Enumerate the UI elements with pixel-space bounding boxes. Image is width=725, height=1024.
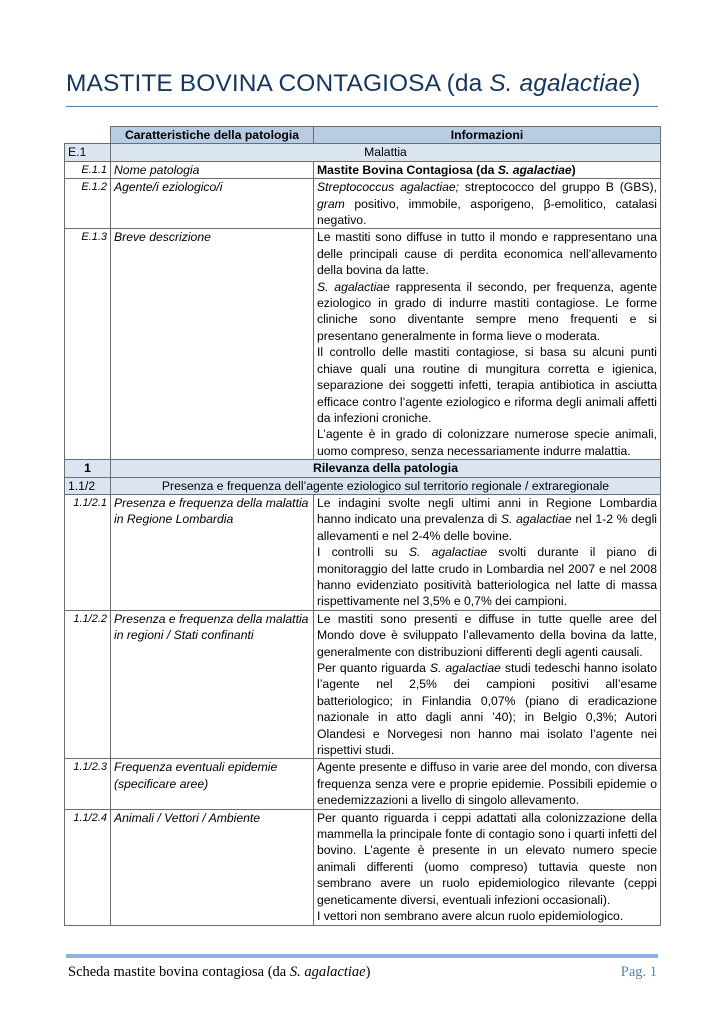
row-info [314, 161, 661, 178]
agent-desc-a: streptococco del gruppo B (GBS), [459, 180, 657, 195]
page-title [66, 70, 658, 98]
disease-species: S. agalactiae [497, 162, 572, 177]
row-label: Agente/i eziologico/i [111, 179, 314, 229]
table-row [65, 494, 661, 610]
row-label: Presenza e frequenza della malattia in Regione Lombardia [111, 494, 314, 610]
row-code: 1.1/2.1 [65, 494, 111, 610]
row-code: 1.1/2.3 [65, 759, 111, 809]
row-info [314, 610, 661, 759]
row-info [314, 179, 661, 229]
paragraph-text: studi tedeschi hanno isolato l’agente nel 2,5% dei campioni positivi all’esame batteriologico; in Finlandia 0,07% (piano di eradicazione nazionale in atto dagli anni ’40); in Belgio 0,3%; Autori Olandesi e Norvegesi non hanno mai isolato l’agente nei rispettivi studi. [317, 661, 657, 758]
paragraph-text: rappresenta il secondo, per frequenza, agente eziologico in grado di indurre mastiti contagiose. Le forme cliniche sono diventante sempre meno frequenti e si presentano generalmente in forma lieve o moderata. [317, 279, 657, 343]
section-row-1-1-2 [65, 477, 661, 494]
agent-name: Streptococcus agalactiae; [317, 180, 460, 195]
title-underline [66, 106, 658, 107]
table-row [65, 161, 661, 178]
row-code: E.1.2 [65, 179, 111, 229]
table-row [65, 179, 661, 229]
footer-species: S. agalactiae [289, 964, 366, 980]
row-info [314, 229, 661, 460]
section-title: Rilevanza della patologia [111, 460, 661, 477]
footer-text [68, 964, 370, 981]
header-blank-cell [65, 127, 111, 144]
footer-rule [66, 954, 658, 958]
row-code: 1.1/2.2 [65, 610, 111, 759]
description-paragraph: Le mastiti sono diffuse in tutto il mondo e rappresentano una delle principali cause di perdita economica nell’allevamento della bovina da latte. [317, 230, 657, 278]
info-paragraph [317, 495, 657, 544]
info-paragraph [317, 544, 657, 610]
species-italic: S. agalactiae [429, 661, 501, 675]
table-row [65, 610, 661, 759]
row-info [314, 809, 661, 925]
section-code: 1.1/2 [65, 477, 111, 494]
description-paragraph: L’agente è in grado di colonizzare numerose specie animali, uomo compreso, senza necessariamente indurre malattia. [317, 427, 657, 458]
row-code: E.1.3 [65, 229, 111, 460]
row-label: Nome patologia [111, 161, 314, 178]
header-information: Informazioni [314, 127, 661, 144]
page-number: Pag. 1 [620, 964, 657, 980]
description-paragraph: Il controllo delle mastiti contagiose, si basa su alcuni punti chiave quali una routine di mungitura corretta e igienica, separazione dei soggetti infetti, terapia antibiotica in asciutta efficace contro l’agente eziologico e riforma degli animali affetti da infezioni croniche. [317, 345, 657, 425]
species-italic: S. agalactiae [500, 512, 572, 527]
row-label: Presenza e frequenza della malattia in regioni / Stati confinanti [111, 610, 314, 759]
paragraph-text: svolti durante il piano di monitoraggio del latte crudo in Lombardia nel 2007 e nel 2008 hanno evidenziato positività batteriologica nel latte di massa rispettivamente nel 3,5% e 0,7% dei campioni. [317, 545, 657, 609]
paragraph-text: Le indagini svolte negli ultimi anni in Regione Lombardia hanno indicato una prevalenza di [317, 495, 657, 527]
info-paragraph: Per quanto riguarda i ceppi adattati alla colonizzazione della mammella la principale fonte di contagio sono i quarti infetti del bovino. L’agente è presente in un elevato numero specie animali differenti (uomo compreso) tuttavia queste non sembrano avere un ruolo epidemiologico rilevante (ceppi geneticamente diversi, eventuali infezioni occasionali). [317, 810, 657, 907]
row-info [314, 759, 661, 809]
row-label: Frequenza eventuali epidemie (specificare aree) [111, 759, 314, 809]
agent-desc-b: positivo, immobile, asporigeno, β-emolitico, catalasi negativo. [317, 196, 657, 228]
table-row [65, 759, 661, 809]
section-title: Malattia [111, 144, 661, 161]
row-label: Breve descrizione [111, 229, 314, 460]
footer-text-b: ) [365, 964, 371, 980]
row-code: E.1.1 [65, 161, 111, 178]
table-row [65, 229, 661, 460]
paragraph-text: Per quanto riguarda [317, 661, 430, 675]
info-paragraph [317, 660, 657, 758]
disease-name: Mastite Bovina Contagiosa (da [317, 162, 498, 177]
info-paragraph: Agente presente e diffuso in varie aree del mondo, con diversa frequenza senza vere e proprie epidemie. Possibili epidemie o enedemizzazioni a livello di singolo allevamento. [317, 760, 657, 808]
species-italic: S. agalactiae [317, 279, 390, 294]
row-label: Animali / Vettori / Ambiente [111, 809, 314, 925]
header-characteristics: Caratteristiche della patologia [111, 127, 314, 144]
row-code: 1.1/2.4 [65, 809, 111, 925]
description-paragraph [317, 279, 657, 345]
row-info [314, 494, 661, 610]
info-paragraph: I vettori non sembrano avere alcun ruolo epidemiologico. [317, 909, 624, 924]
disease-table [64, 126, 661, 926]
title-text: MASTITE BOVINA CONTAGIOSA (da [66, 70, 490, 97]
table-row [65, 809, 661, 925]
section-row-e1 [65, 144, 661, 161]
info-paragraph: Le mastiti sono presenti e diffuse in tutte quelle aree del Mondo dove è sviluppato l’allevamento della bovina da latte, generalmente con distribuzioni differenti degli agenti causali. [317, 611, 657, 659]
section-code: 1 [65, 460, 111, 477]
title-species: S. agalactiae [489, 70, 633, 97]
paragraph-text: nel 1-2 % degli allevamenti e nel 2-4% delle bovine. [317, 512, 657, 543]
footer-text-a: Scheda mastite bovina contagiosa (da [68, 964, 290, 980]
disease-name-close: ) [571, 162, 576, 177]
paragraph-text: I controlli su [317, 545, 409, 560]
table-header-row [65, 127, 661, 144]
section-code: E.1 [65, 144, 111, 161]
section-title: Presenza e frequenza dell’agente eziologico sul territorio regionale / extraregionale [111, 477, 661, 494]
title-close: ) [632, 70, 641, 97]
section-row-1 [65, 460, 661, 477]
agent-gram: gram [317, 196, 345, 211]
species-italic: S. agalactiae [408, 545, 488, 560]
